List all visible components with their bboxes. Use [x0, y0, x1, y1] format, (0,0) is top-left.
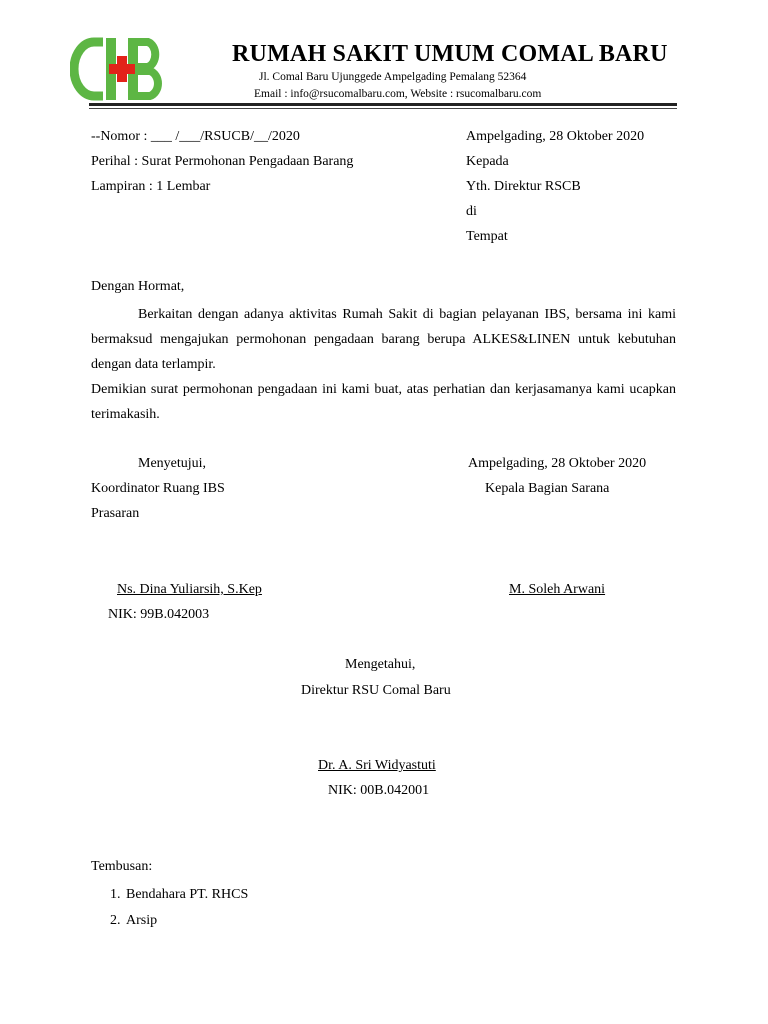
left-signer-title-2: Prasaran	[91, 506, 140, 521]
letter-place-date: Ampelgading, 28 Oktober 2020	[466, 129, 645, 144]
hospital-address: Jl. Comal Baru Ujunggede Ampelgading Pemalang 52364	[259, 71, 527, 83]
letter-subject: Perihal : Surat Permohonan Pengadaan Barang	[91, 154, 354, 169]
director-name: Dr. A. Sri Widyastuti	[318, 758, 436, 773]
cc-item: 2. Arsip	[124, 908, 248, 934]
right-signer-name: M. Soleh Arwani	[509, 582, 606, 597]
letter-greeting: Dengan Hormat,	[91, 279, 185, 294]
header-rule-thin	[89, 108, 677, 109]
letter-di: di	[466, 204, 477, 219]
letter-paragraph-2: Demikian surat permohonan pengadaan ini kami buat, atas perhatian dan kerjasamanya kami ucapkan terimakasih.	[91, 382, 676, 422]
hospital-name: RUMAH SAKIT UMUM COMAL BARU	[232, 41, 668, 67]
right-signer-title: Kepala Bagian Sarana	[485, 481, 610, 496]
letter-to-label: Kepada	[466, 154, 509, 169]
left-signer-title: Koordinator Ruang IBS	[91, 481, 225, 496]
director-title: Direktur RSU Comal Baru	[301, 683, 451, 698]
letter-place: Tempat	[466, 229, 508, 244]
director-nik: NIK: 00B.042001	[328, 783, 430, 798]
letter-number: --Nomor : ___ /___/RSUCB/__/2020	[91, 129, 300, 144]
signature-date: Ampelgading, 28 Oktober 2020	[468, 456, 647, 471]
cc-label: Tembusan:	[91, 859, 153, 874]
acknowledged-label: Mengetahui,	[345, 657, 416, 672]
letter-attachment: Lampiran : 1 Lembar	[91, 179, 211, 194]
letter-recipient: Yth. Direktur RSCB	[466, 179, 581, 194]
approved-label: Menyetujui,	[138, 456, 207, 471]
left-signer-nik: NIK: 99B.042003	[108, 607, 210, 622]
hospital-logo	[70, 36, 166, 102]
letter-paragraph-1: Berkaitan dengan adanya aktivitas Rumah Sakit di bagian pelayanan IBS, bersama ini kami bermaksud mengajukan permohonan pengadaan barang berupa ALKES&LINEN untuk kebutuhan dengan data terlampir.	[91, 307, 676, 372]
hospital-contact: Email : info@rsucomalbaru.com, Website : rsucomalbaru.com	[254, 88, 542, 100]
left-signer-name: Ns. Dina Yuliarsih, S.Kep	[117, 582, 262, 597]
cc-item: 1. Bendahara PT. RHCS	[124, 882, 248, 908]
cc-list	[92, 882, 248, 934]
header-rule-thick	[89, 103, 677, 106]
